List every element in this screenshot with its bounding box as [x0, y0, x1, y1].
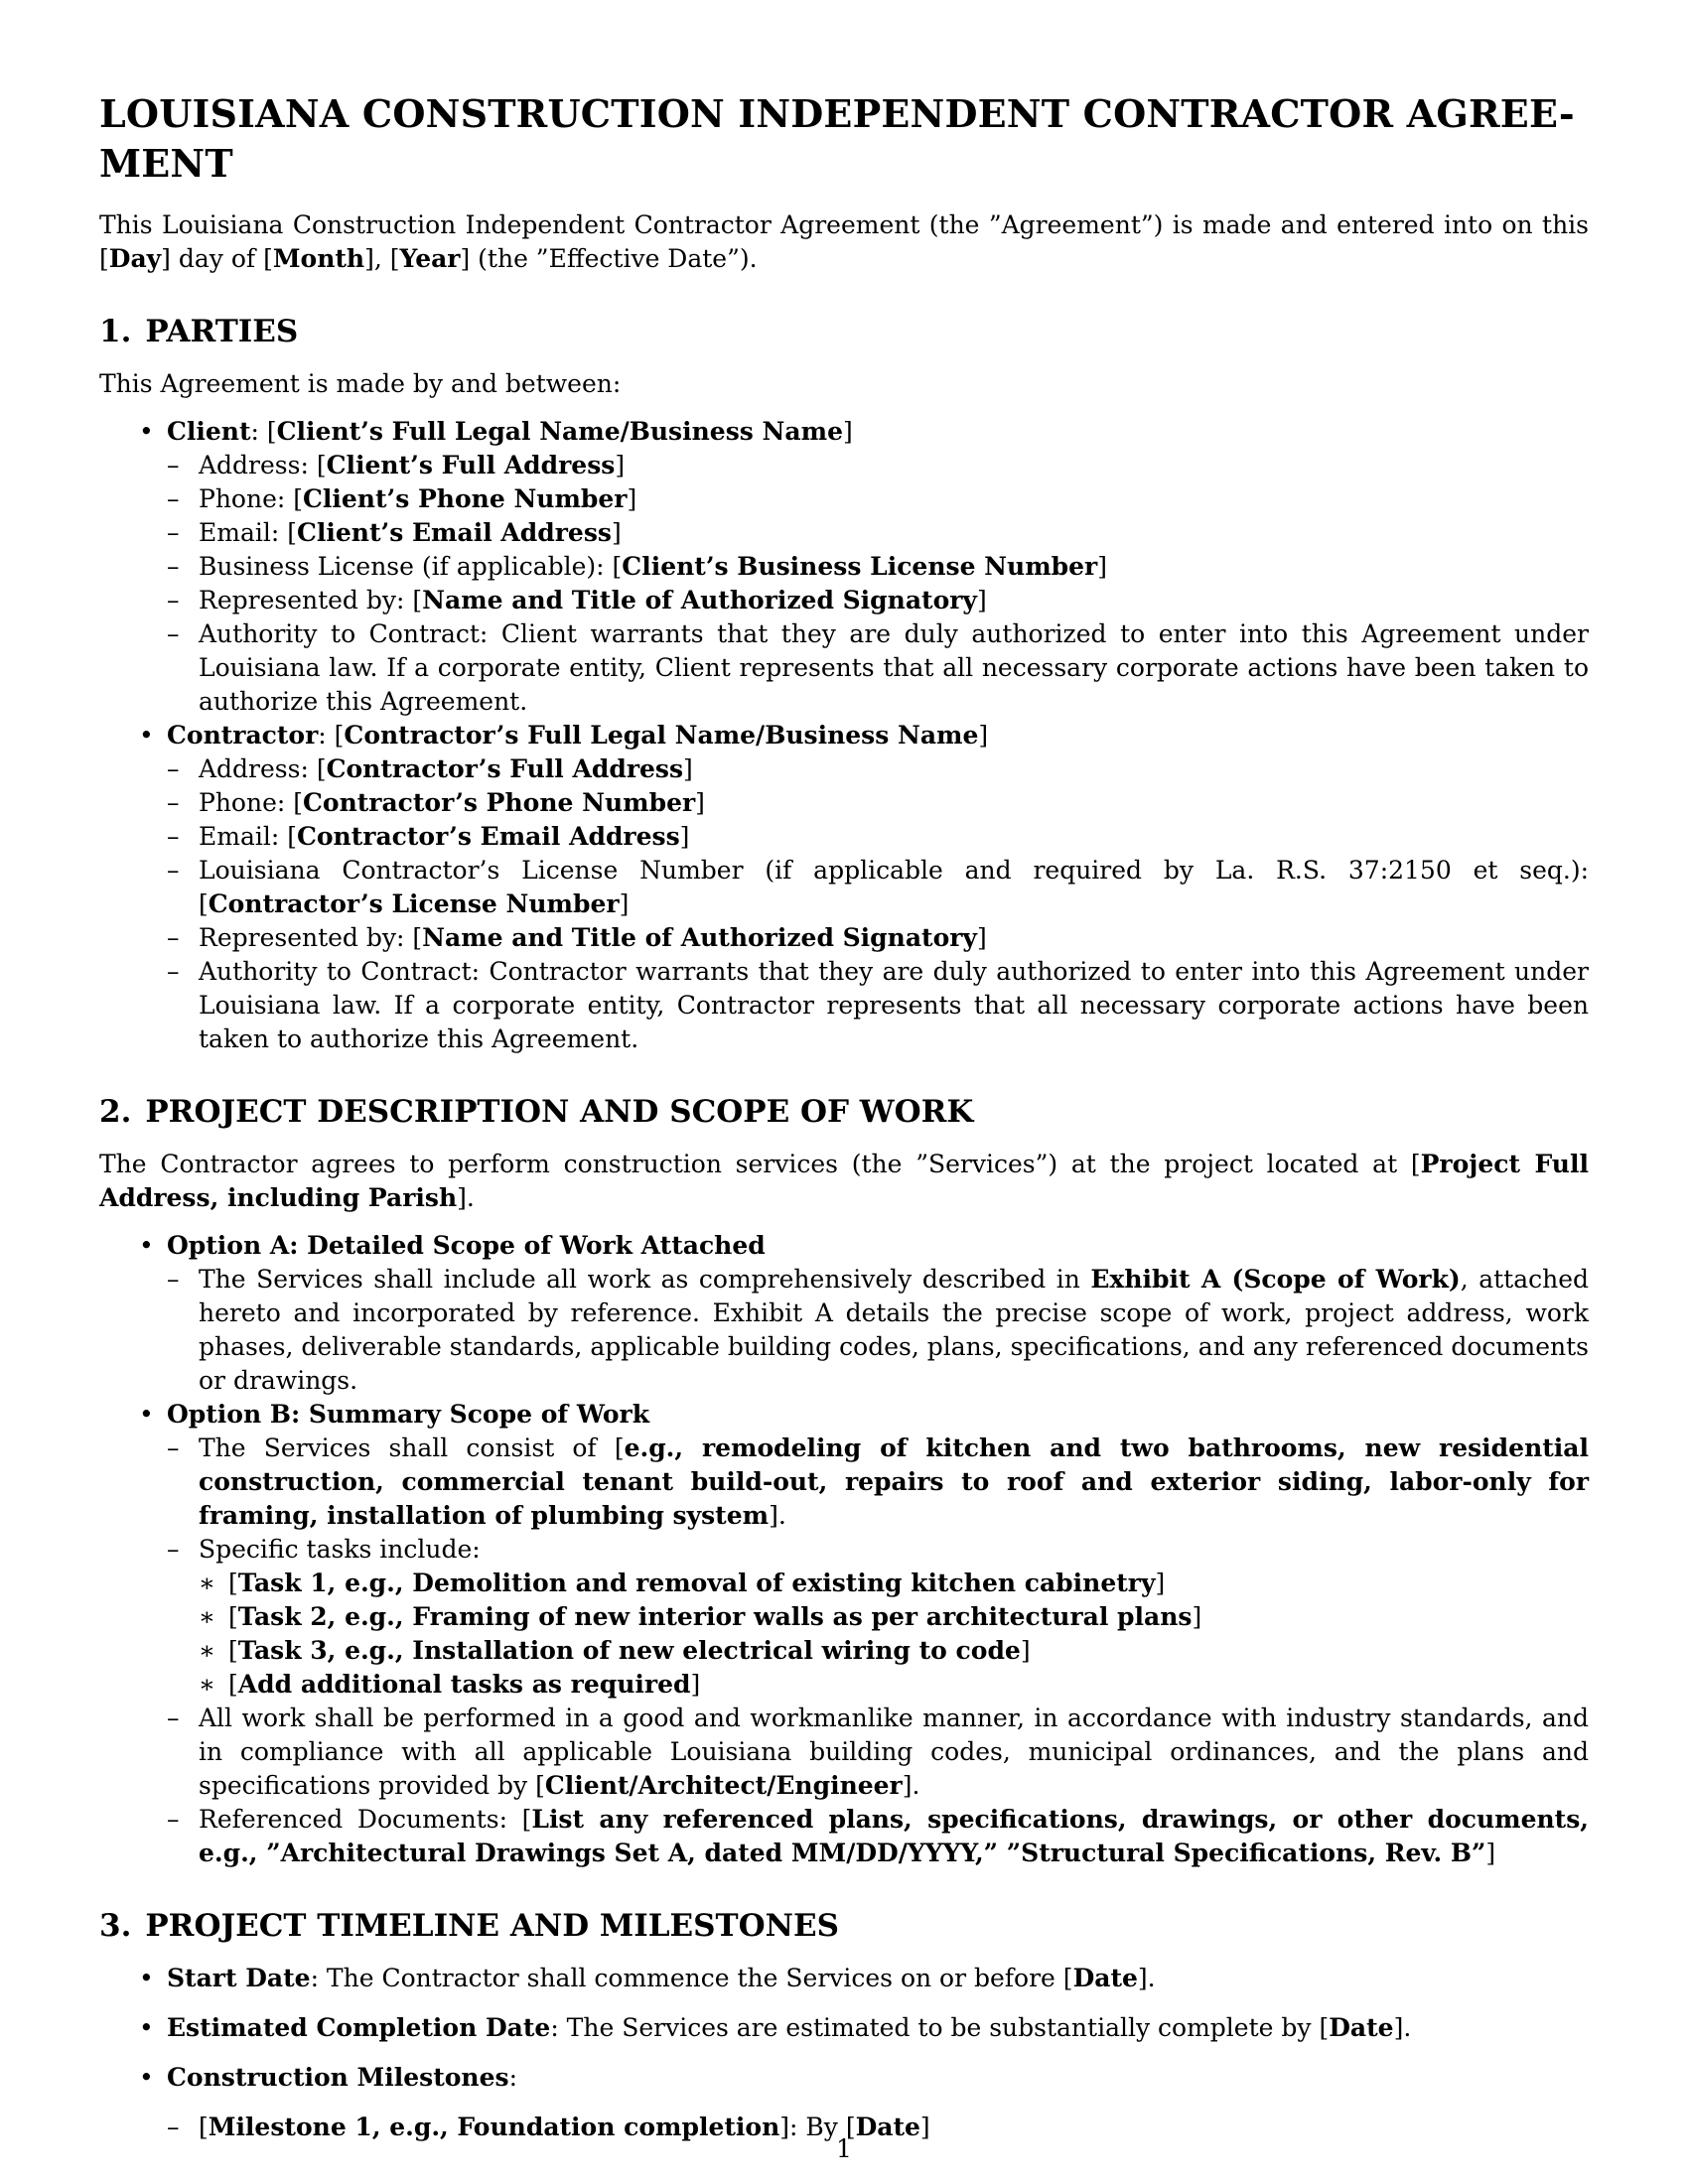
option-a-item: • Option A: Detailed Scope of Work Attached – The Services shall include all work as comprehensively described in Exhibit A (Scope of Work), attached hereto and incorporated by reference. Exhibit A details the precise scope of work, project address, work phases, deliverable standards, applicable building codes, plans, specifications, and any referenced documents or drawings.: [99, 1229, 1589, 1398]
client-address: – Address: [Client’s Full Address]: [167, 449, 1589, 482]
year-placeholder: Year: [399, 244, 461, 273]
month-placeholder: Month: [272, 244, 365, 273]
contractor-name-placeholder: Contractor’s Full Legal Name/Business Name: [344, 721, 979, 750]
scope-options-list: [99, 1229, 1589, 1870]
dash-icon: –: [167, 1704, 180, 1732]
scope-lead: The Contractor agrees to perform construction services (the ”Services”) at the project located at [Project Full Address, including Parish].: [99, 1150, 1589, 1212]
completion-date-item: • Estimated Completion Date: The Services are estimated to be substantially complete by [Date].: [99, 2011, 1589, 2045]
asterisk-icon: ∗: [199, 1602, 215, 1631]
asterisk-icon: ∗: [199, 1569, 215, 1597]
contractor-license: – Louisiana Contractor’s License Number (if applicable and required by La. R.S. 37:2150 et seq.): [Contractor’s License Number]: [167, 856, 1589, 918]
contractor-represented-by: – Represented by: [Name and Title of Authorized Signatory]: [167, 921, 1589, 955]
dash-icon: –: [167, 484, 180, 513]
client-email: – Email: [Client’s Email Address]: [167, 516, 1589, 550]
client-details: [167, 449, 1589, 719]
option-b-details: [167, 1432, 1589, 1870]
task-item: ∗ [Task 2, e.g., Framing of new interior walls as per architectural plans]: [199, 1600, 1589, 1634]
task-item: ∗ [Task 3, e.g., Installation of new electrical wiring to code]: [199, 1634, 1589, 1668]
option-b-consist: – The Services shall consist of [e.g., remodeling of kitchen and two bathrooms, new residential construction, commercial tenant build-out, repairs to roof and exterior siding, labor-only for framing, installation of plumbing system].: [167, 1433, 1589, 1530]
day-placeholder: Day: [108, 244, 162, 273]
bullet-icon: •: [139, 2063, 154, 2092]
bullet-icon: •: [139, 417, 154, 446]
client-represented-by: – Represented by: [Name and Title of Authorized Signatory]: [167, 584, 1589, 617]
dash-icon: –: [167, 451, 180, 479]
milestone-item: – [Milestone 1, e.g., Foundation completion]: By [Date]: [167, 2111, 1589, 2144]
dash-icon: –: [167, 586, 180, 614]
dash-icon: –: [167, 1265, 180, 1294]
bullet-icon: •: [139, 1231, 154, 1260]
bullet-icon: •: [139, 1964, 154, 1992]
dash-icon: –: [167, 856, 180, 885]
intro-paragraph: This Louisiana Construction Independent Contractor Agreement (the ”Agreement”) is made and entered into on this [Day] day of [Month], [Year] (the ”Effective Date”).: [99, 210, 1589, 273]
asterisk-icon: ∗: [199, 1670, 215, 1699]
section-2-heading: 2. PROJECT DESCRIPTION AND SCOPE OF WORK: [99, 1094, 974, 1130]
dash-icon: –: [167, 822, 180, 851]
dash-icon: –: [167, 1535, 180, 1564]
parties-list: [99, 415, 1589, 1056]
contractor-email: – Email: [Contractor’s Email Address]: [167, 820, 1589, 854]
option-b-referenced-docs: – Referenced Documents: [List any referenced plans, specifications, drawings, or other documents, e.g., ”Architectural Drawings Set A, dated MM/DD/YYYY,” ”Structural Specifications, Rev. B”]: [167, 1805, 1589, 1867]
client-phone: – Phone: [Client’s Phone Number]: [167, 482, 1589, 516]
contractor-phone: – Phone: [Contractor’s Phone Number]: [167, 786, 1589, 820]
section-3-heading: 3. PROJECT TIMELINE AND MILESTONES: [99, 1908, 839, 1944]
option-b-work-standard: – All work shall be performed in a good and workmanlike manner, in accordance with industry standards, and in compliance with all applicable Louisiana building codes, municipal ordinances, and the plans and specifications provided by [Client/Architect/Engineer].: [167, 1704, 1589, 1800]
client-item: • Client: [Client’s Full Legal Name/Business Name] – Address: [Client’s Full Address] – Phone: [Client’s Phone Number] – Email: [Client’s Email Address] – Business License (if applicable): [Client’s Business License Number] – Represented by: [Name and Title of Authorized Signatory] – Authority to Contract: Client warrants that they are duly authorized to enter into this Agreement under Louisiana law. If a corporate entity, Client represents that all necessary corporate actions have been taken to authorize this Agreement.: [99, 415, 1589, 719]
option-b-item: • Option B: Summary Scope of Work – The Services shall consist of [e.g., remodeling of kitchen and two bathrooms, new residential construction, commercial tenant build-out, repairs to roof and exterior siding, labor-only for framing, installation of plumbing system]. – Specific tasks include: ∗ [Task 1, e.g., Demolition and removal of existing kitchen cabinetry] ∗ [Task 2, e.g., Framing of new interior walls as per architectural plans] ∗ [Task 3, e.g., Installation of new electrical wiring to code] ∗ [Add additional tasks as required] – All work shall be performed in a good and workmanlike manner, in accordance with industry standards, and in compliance with all applicable Louisiana building codes, municipal ordinances, and the plans and specifications provided by [Client/Architect/Engineer]. – Referenced Documents: [List any referenced plans, specifications, drawings, or other documents, e.g., ”Architectural Drawings Set A, dated MM/DD/YYYY,” ”Structural Specifications, Rev. B”]: [99, 1398, 1589, 1870]
section-1-heading: 1. PARTIES: [99, 314, 299, 349]
dash-icon: –: [167, 1805, 180, 1834]
document-page: [99, 89, 1589, 2160]
option-a-details: [167, 1263, 1589, 1398]
project-address-placeholder: Project Full Address, including Parish: [99, 1150, 1589, 1212]
dash-icon: –: [167, 788, 180, 817]
contractor-details: [167, 752, 1589, 1056]
dash-icon: –: [167, 518, 180, 547]
contractor-item: • Contractor: [Contractor’s Full Legal Name/Business Name] – Address: [Contractor’s Full Address] – Phone: [Contractor’s Phone Number] – Email: [Contractor’s Email Address] – Louisiana Contractor’s License Number (if applicable and required by La. R.S. 37:2150 et seq.): [Contractor’s License Number] – Represented by: [Name and Title of Authorized Signatory] – Authority to Contract: Contractor warrants that they are duly authorized to enter into this Agreement under Louisiana law. If a corporate entity, Contractor represents that all necessary corporate actions have been taken to authorize this Agreement.: [99, 719, 1589, 1056]
dash-icon: –: [167, 2113, 180, 2141]
document-title: LOUISIANA CONSTRUCTION INDEPENDENT CONTRACTOR AGREE-MENT: [99, 91, 1575, 186]
start-date-item: • Start Date: The Contractor shall commence the Services on or before [Date].: [99, 1962, 1589, 1995]
dash-icon: –: [167, 754, 180, 783]
client-name-placeholder: Client’s Full Legal Name/Business Name: [276, 417, 843, 446]
asterisk-icon: ∗: [199, 1636, 215, 1665]
milestones-item: • Construction Milestones: – [Milestone 1, e.g., Foundation completion]: By [Date]: [99, 2061, 1589, 2144]
parties-lead: This Agreement is made by and between:: [99, 369, 622, 398]
bullet-icon: •: [139, 2013, 154, 2042]
dash-icon: –: [167, 552, 180, 581]
timeline-list: [99, 1962, 1589, 2144]
contractor-authority: – Authority to Contract: Contractor warrants that they are duly authorized to enter into this Agreement under Louisiana law. If a corporate entity, Contractor represents that all necessary corporate actions have been taken to authorize this Agreement.: [167, 957, 1589, 1053]
dash-icon: –: [167, 957, 180, 986]
client-authority: – Authority to Contract: Client warrants that they are duly authorized to enter into this Agreement under Louisiana law. If a corporate entity, Client represents that all necessary corporate actions have been taken to authorize this Agreement.: [167, 619, 1589, 716]
bullet-icon: •: [139, 1400, 154, 1429]
bullet-icon: •: [139, 721, 154, 750]
dash-icon: –: [167, 1433, 180, 1462]
page-number: 1: [836, 2134, 852, 2163]
task-item: ∗ [Add additional tasks as required]: [199, 1668, 1589, 1702]
task-item: ∗ [Task 1, e.g., Demolition and removal of existing kitchen cabinetry]: [199, 1567, 1589, 1600]
option-a-text: – The Services shall include all work as comprehensively described in Exhibit A (Scope of Work), attached hereto and incorporated by reference. Exhibit A details the precise scope of work, project address, work phases, deliverable standards, applicable building codes, plans, specifications, and any referenced documents or drawings.: [167, 1265, 1590, 1395]
dash-icon: –: [167, 619, 180, 648]
client-business-license: – Business License (if applicable): [Client’s Business License Number]: [167, 550, 1589, 584]
task-list: [199, 1567, 1589, 1702]
option-b-tasks: – Specific tasks include: ∗ [Task 1, e.g., Demolition and removal of existing kitchen cabinetry] ∗ [Task 2, e.g., Framing of new interior walls as per architectural plans] ∗ [Task 3, e.g., Installation of new electrical wiring to code] ∗ [Add additional tasks as required]: [167, 1533, 1589, 1702]
dash-icon: –: [167, 923, 180, 952]
contractor-address: – Address: [Contractor’s Full Address]: [167, 752, 1589, 786]
